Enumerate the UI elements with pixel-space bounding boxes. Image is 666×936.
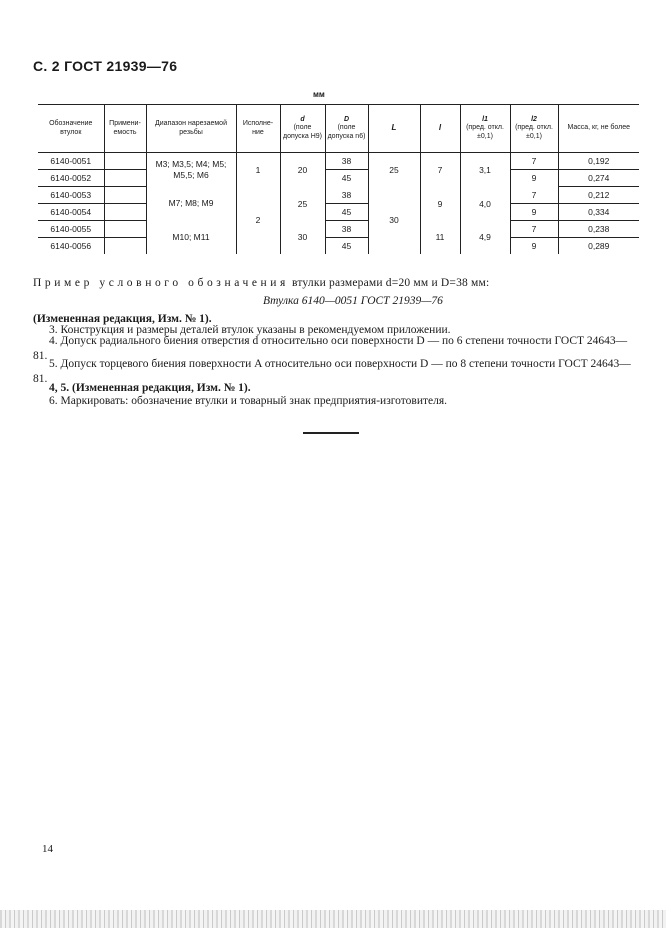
units-label: мм	[313, 90, 325, 99]
cell-applicability	[104, 204, 146, 221]
amendment-note-1: (Измененная редакция, Изм. № 1).	[33, 313, 212, 325]
table-row	[38, 153, 639, 170]
cell-mass: 0,334	[558, 204, 639, 221]
paragraph-4: 4. Допуск радиального биения отверстия d относительно оси поверхности D — по 6 степени точности ГОСТ 24643—81.	[33, 335, 628, 362]
cell-d: 25	[280, 187, 325, 221]
cell-version: 2	[236, 187, 280, 255]
cell-mass: 0,274	[558, 170, 639, 187]
col-l2	[510, 105, 558, 153]
amendment-note-2: 4, 5. (Измененная редакция, Изм. № 1).	[49, 382, 251, 394]
cell-l: 9	[420, 187, 460, 221]
cell-code: 6140-0056	[50, 241, 92, 251]
cell-l: 7	[420, 153, 460, 187]
col-applicability: Примениемость	[104, 105, 146, 153]
table-row	[38, 187, 639, 204]
page-number: 14	[42, 843, 53, 855]
cell-L: 25	[368, 153, 420, 187]
col-d-symbol: d	[300, 115, 305, 123]
cell-mass: 0,289	[558, 238, 639, 255]
col-designation: Обозначение втулок	[49, 120, 93, 136]
col-l2-note: (пред. откл. ±0,1)	[515, 124, 553, 140]
table-row	[38, 238, 639, 255]
cell-thread-range: М3; М3,5; М4; М5; М5,5; М6	[146, 153, 236, 187]
dimensions-table	[38, 104, 639, 254]
cell-applicability	[104, 187, 146, 204]
table-row	[38, 221, 639, 238]
col-D-symbol: D	[343, 115, 350, 123]
cell-applicability	[104, 153, 146, 170]
cell-applicability	[104, 221, 146, 238]
cell-version: 1	[236, 153, 280, 187]
cell-l2: 9	[510, 170, 558, 187]
cell-thread-range: М7; М8; М9	[146, 187, 236, 221]
col-thread-range: Диапазон нарезаемой резьбы	[146, 105, 236, 153]
paragraph-5: 5. Допуск торцевого биения поверхности A относительно оси поверхности D — по 8 степени точности ГОСТ 24643—81.	[33, 358, 631, 385]
cell-code: 6140-0052	[38, 170, 104, 187]
cell-l2: 9	[510, 238, 558, 255]
cell-l1: 3,1	[460, 153, 510, 187]
cell-mass: 0,212	[558, 187, 639, 204]
col-l1	[460, 105, 510, 153]
cell-applicability	[104, 238, 146, 255]
cell-D: 45	[325, 238, 368, 255]
example-lead: Пример условного обозначения	[33, 277, 289, 289]
col-l2-symbol: l2	[531, 115, 537, 123]
col-D-note: (поле допуска n6)	[327, 124, 366, 140]
paragraph-3: 3. Конструкция и размеры деталей втулок указаны в рекомендуемом приложении.	[49, 324, 451, 336]
example-designation: Втулка 6140—0051 ГОСТ 21939—76	[263, 295, 443, 307]
cell-code: 6140-0054	[38, 204, 104, 221]
cell-code: 6140-0051	[38, 153, 104, 170]
cell-d: 20	[280, 153, 325, 187]
col-mass: Масса, кг, не более	[558, 105, 639, 153]
col-d	[280, 105, 325, 153]
col-version: Исполнение	[236, 105, 280, 153]
cell-mass: 0,192	[558, 153, 639, 170]
table-header-row	[38, 105, 639, 153]
cell-thread-range: М10; М11	[146, 221, 236, 255]
cell-code: 6140-0053	[38, 187, 104, 204]
end-rule	[303, 432, 359, 434]
cell-D: 38	[325, 187, 368, 204]
cell-D: 45	[325, 170, 368, 187]
col-L: L	[368, 105, 420, 153]
cell-code: 6140-0055	[38, 221, 104, 238]
example-rest: втулки размерами d=20 мм и D=38 мм:	[288, 277, 490, 289]
page-header: С. 2 ГОСТ 21939—76	[33, 58, 178, 74]
cell-mass: 0,238	[558, 221, 639, 238]
cell-D: 45	[325, 204, 368, 221]
table-row	[38, 170, 639, 187]
cell-applicability	[104, 170, 146, 187]
col-l: l	[420, 105, 460, 153]
cell-l2: 7	[510, 153, 558, 170]
cell-L: 30	[368, 187, 420, 255]
example-line	[33, 276, 633, 291]
cell-D: 38	[325, 221, 368, 238]
scan-border	[0, 910, 666, 928]
cell-l: 11	[420, 221, 460, 255]
cell-l1: 4,0	[460, 187, 510, 221]
table-row	[38, 204, 639, 221]
cell-d: 30	[280, 221, 325, 255]
cell-l2: 7	[510, 221, 558, 238]
cell-D: 38	[325, 153, 368, 170]
col-l1-symbol: l1	[482, 115, 488, 123]
paragraph-6: 6. Маркировать: обозначение втулки и товарный знак предприятия-изготовителя.	[49, 395, 448, 407]
col-d-note: (поле допуска H9)	[282, 124, 323, 140]
col-D	[325, 105, 368, 153]
col-l1-note: (пред. откл. ±0,1)	[466, 124, 504, 140]
cell-l2: 7	[510, 187, 558, 204]
cell-l2: 9	[510, 204, 558, 221]
cell-l1: 4,9	[460, 221, 510, 255]
